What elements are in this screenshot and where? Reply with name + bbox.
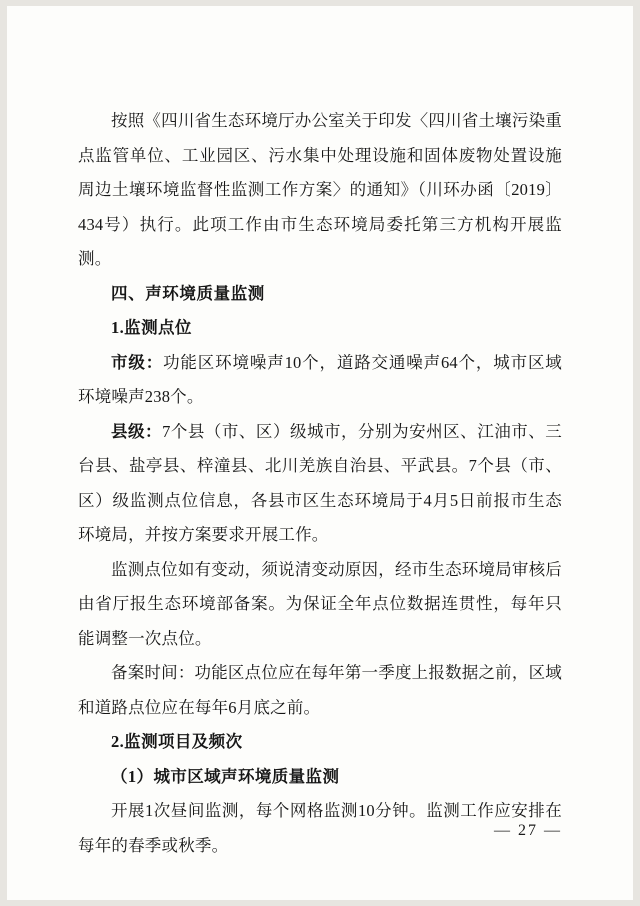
paragraph-site-change-rules: 监测点位如有变动，须说清变动原因，经市生态环境局审核后由省厅报生态环境部备案。为保证全年点位数据连贯性，每年只能调整一次点位。 <box>78 559 562 648</box>
paragraph-daytime-monitoring: 开展1次昼间监测，每个网格监测10分钟。监测工作应安排在每年的春季或秋季。 <box>78 801 562 855</box>
paragraph-city-level <box>78 346 562 415</box>
page-edge-top <box>0 0 640 6</box>
paragraph-policy-reference: 按照《四川省生态环境厅办公室关于印发〈四川省土壤污染重点监管单位、工业园区、污水集中处理设施和固体废物处置设施周边土壤环境监督性监测工作方案〉的通知》（川环办函〔2019〕434号）执行。此项工作由市生态环境局委托第三方机构开展监测。 <box>78 111 562 268</box>
page-edge-bottom <box>0 900 640 906</box>
subheading-urban-area-acoustic-monitoring: （1）城市区域声环境质量监测 <box>111 766 340 786</box>
label-county-level: 县级： <box>111 421 163 441</box>
paragraph-filing-time: 备案时间：功能区点位应在每年第一季度上报数据之前，区域和道路点位应在每年6月底之前。 <box>78 663 562 717</box>
subheading-monitoring-sites: 1.监测点位 <box>111 318 192 337</box>
page-edge-left <box>0 0 7 906</box>
page-edge-right <box>633 0 640 906</box>
paragraph-county-level <box>78 415 562 553</box>
label-city-level: 市级： <box>111 352 164 372</box>
text-county-level: 7个县（市、区）级城市，分别为安州区、江油市、三台县、盐亭县、梓潼县、北川羌族自治县、平武县。7个县（市、区）级监测点位信息，各县市区生态环境局于4月5日前报市生态环境局，并按方案要求开展工作。 <box>78 421 562 544</box>
page-number-footer: — 27 — <box>494 822 562 839</box>
subheading-monitoring-items-frequency: 2.监测项目及频次 <box>111 732 243 751</box>
section-heading-noise-monitoring: 四、声环境质量监测 <box>111 283 265 303</box>
text-city-level: 功能区环境噪声10个，道路交通噪声64个，城市区域环境噪声238个。 <box>78 352 563 406</box>
document-body <box>78 104 562 863</box>
